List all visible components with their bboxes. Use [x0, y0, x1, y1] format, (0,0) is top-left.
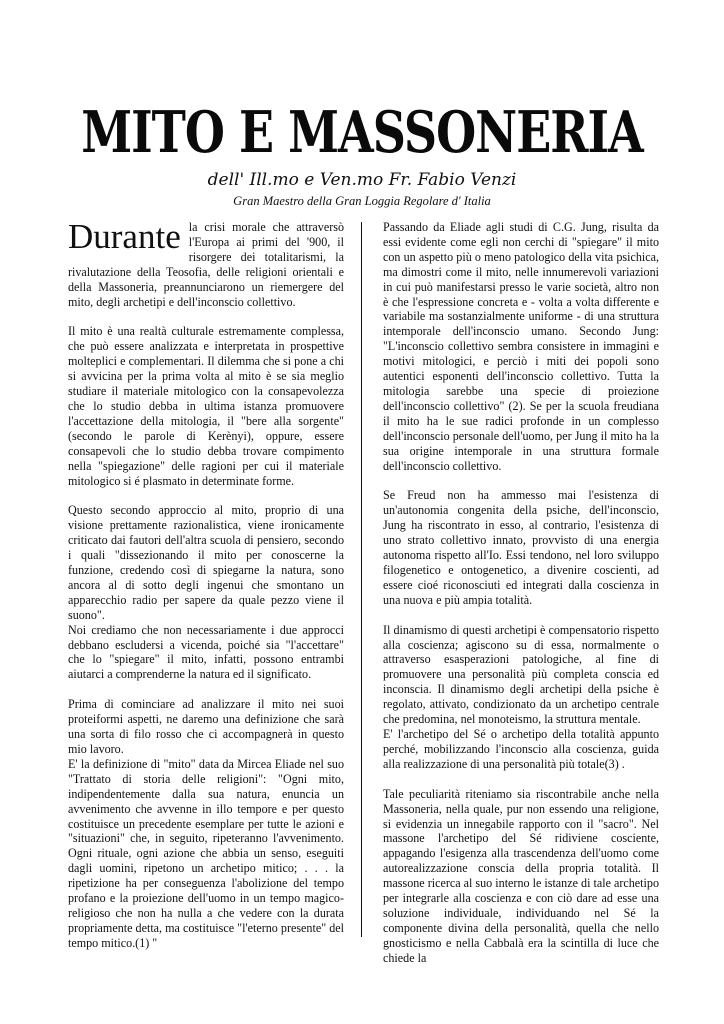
paragraph: Il mito è una realtà culturale estremamente complessa, che può essere analizzata e interpretata in prospettive molteplici e complementari. Il dilemma che si pone a chi si avvicina per la prima volta al mito è se sia meglio studiare il materiale mitologico con la consapevolezza che lo studio debba in ultima istanza promuovere l'accettazione della mitologia, il "bere alla sorgente" (secondo le parole di Kerènyi), oppure, essere consapevoli che lo studio debba trovare compimento nella "spiegazione" delle ragioni per cui il materiale mitologico si é plasmato in determinate forme. — [68, 324, 344, 488]
paragraph: E' la definizione di "mito" data da Mircea Eliade nel suo "Trattato di storia delle religioni": "Ogni mito, indipendentemente dalla sua natura, enuncia un avvenimento che avvenne in illo tempore e per questo costituisce un precedente esemplare per tutte le azioni e "situazioni" che, in seguito, ripeteranno l'avvenimento. Ogni rituale, ogni azione che abbia un senso, eseguiti dagli uomini, ripetono un archetipo mitico; . . . la ripetizione ha per conseguenza l'abolizione del tempo profano e la proiezione dell'uomo in un tempo magico-religioso che non ha nulla a che vedere con la durata propriamente detta, ma costituisce "l'eterno presente" del tempo mitico.(1) " — [68, 756, 344, 950]
paragraph: Passando da Eliade agli studi di C.G. Jung, risulta da essi evidente come egli non cerchi di "spiegare" il mito con un aspetto più o meno patologico della vita psichica, ma dimostri come il mito, nelle innumerevoli variazioni in cui può manifestarsi presso le varie società, altro non è che l'espressione concreta e - volta a volta differente e variabile ma sostanzialmente uniforme - di una struttura intemporale dell'inconscio umano. Secondo Jung: "L'inconscio collettivo sembra consistere in immagini e motivi mitologici, e perciò i miti dei popoli sono autentici esponenti dell'inconscio collettivo. Tutta la mitologia sarebbe una specie di proiezione dell'inconscio collettivo" (2). Se per la scuola freudiana il mito ha le sue radici profonde in un complesso dell'inconscio personale dell'uomo, per Jung il mito ha la sua origine intemporale in una struttura formale dell'inconscio collettivo. — [383, 220, 659, 473]
drop-cap-word: Durante — [68, 217, 181, 256]
paragraph: Se Freud non ha ammesso mai l'esistenza di un'autonomia congenita della psiche, dell'inconscio, Jung ha riscontrato in esso, al contrario, l'esistenza di uno strato collettivo innato, provvisto di una energia autonoma rispetto all'Io. Essi tendono, nel loro sviluppo filogenetico e ontogenetico, a divenire coscienti, ad essere cioé riconosciuti ed integrati dalla coscienza in una nuova e più ampia totalità. — [383, 488, 659, 607]
paragraph: Prima di cominciare ad analizzare il mito nei suoi proteiformi aspetti, ne daremo una definizione che sarà una sorta di filo rosso che ci accompagnerà in questo mio lavoro. — [68, 697, 344, 756]
article-title: MITO E MASSONERIA — [81, 98, 643, 166]
author-byline: dell' Ill.mo e Ven.mo Fr. Fabio Venzi — [207, 170, 517, 190]
paragraph: Noi crediamo che non necessariamente i due approcci debbano escludersi a vicenda, poiché sia "l'accettare" che lo "spiegare" il mito, infatti, possono entrambi aiutarci a comprenderne la natura ed il significato. — [68, 622, 344, 682]
paragraph-text: la crisi morale che attraversò l'Europa ai primi del '900, il risorgere dei totalitarismi, la rivalutazione della Teosofia, delle religioni orientali e della Massoneria, preannunciarono un riemergere del mito, degli archetipi e dell'inconscio collettivo. — [68, 220, 344, 309]
paragraph: E' l'archetipo del Sé o archetipo della totalità appunto perché, mobilizzando l'inconscio alla coscienza, guida alla realizzazione di una personalità più totale(3) . — [383, 727, 659, 771]
paragraph: Il dinamismo di questi archetipi è compensatorio rispetto alla coscienza; agiscono su di essa, normalmente o attraverso esasperazioni patologiche, al fine di promuovere una personalità più completa conscia ed inconscia. Il dinamismo degli archetipi della psiche è regolato, attivato, condizionato da un archetipo centrale che predomina, nel monoteismo, la struttura mentale. — [383, 622, 659, 727]
paragraph — [68, 217, 344, 309]
paragraph: Tale peculiarità riteniamo sia riscontrabile anche nella Massoneria, nella quale, pur non essendo una religione, si evidenzia un innegabile rapporto con il "sacro". Nel massone l'archetipo del Sé ridiviene cosciente, appagando l'esigenza alla trascendenza dell'uomo come autorealizzazione conscia della propria totalità. Il massone ricerca al suo interno le istanze di tale archetipo per integrarle alla coscienza e con ciò dare ad esse una soluzione individuale, individuando nel Sé la componente divina della personalità, quella che nello gnosticismo e nella Cabbalà era la scintilla di luce che chiede la — [383, 786, 659, 965]
right-column — [383, 220, 659, 981]
paragraph: Questo secondo approccio al mito, proprio di una visione prettamente razionalistica, viene ironicamente criticato dai fautori dell'altra scuola di pensiero, secondo i quali "dissezionando il mito per conoscerne la funzione, credendo così di spiegarne la natura, sono ancora al di sotto degli ingenui che smontano un apparecchio radio per sapere da quale pezzo viene il suono". — [68, 503, 344, 622]
left-column — [68, 217, 344, 966]
column-divider — [361, 222, 362, 937]
author-role: Gran Maestro della Gran Loggia Regolare d' Italia — [233, 194, 491, 208]
